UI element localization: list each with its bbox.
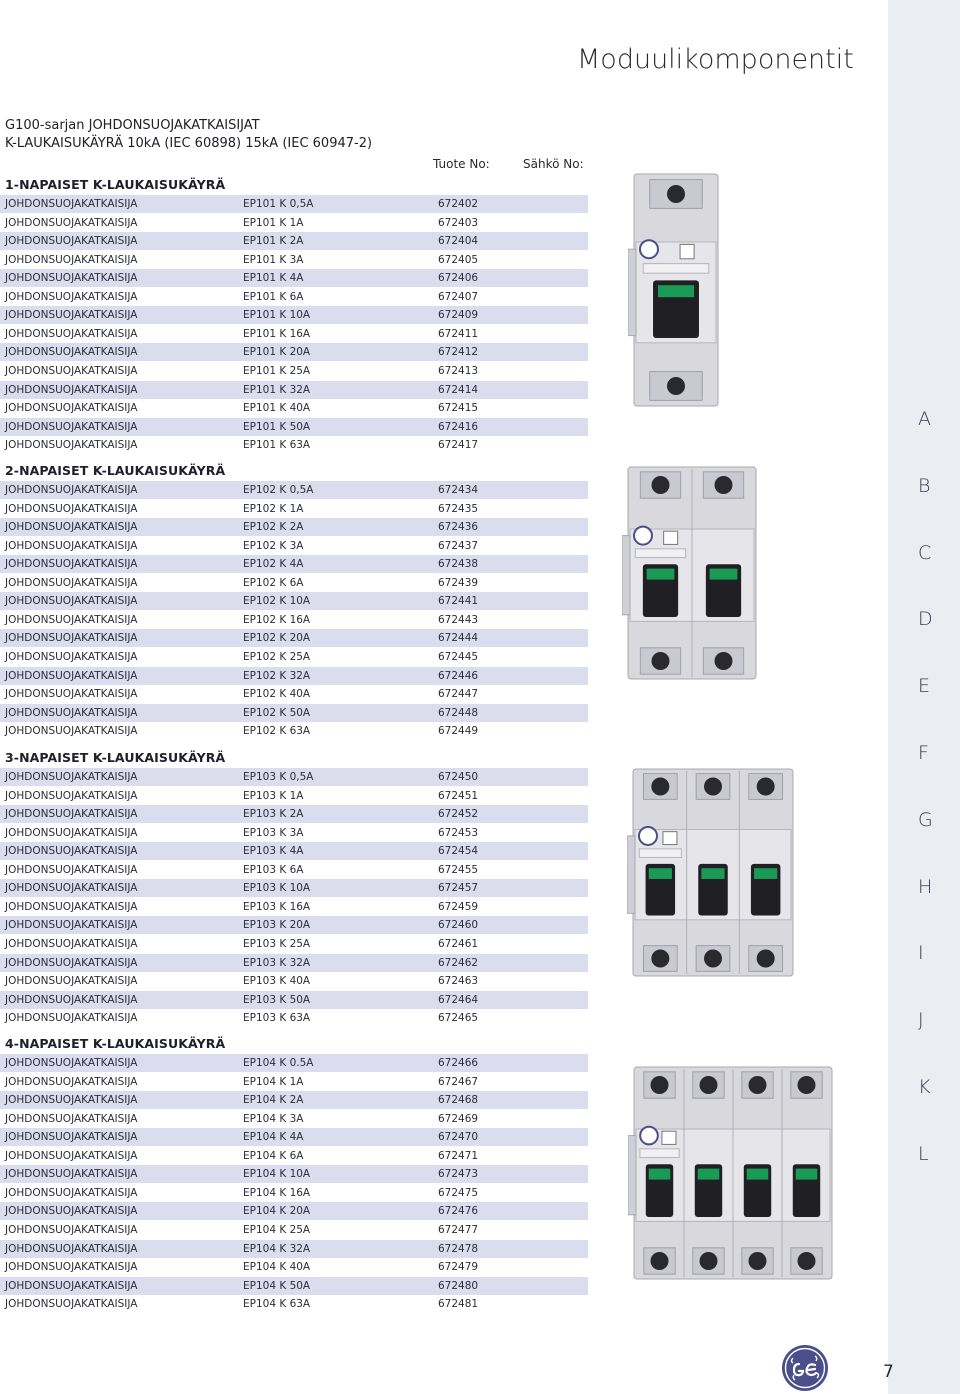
row-name: JOHDONSUOJAKATKAISIJA: [5, 327, 138, 340]
row-tuote-no: 672446: [438, 669, 479, 682]
row-tuote-no: 672467: [438, 1075, 479, 1088]
table-row: [0, 1221, 588, 1239]
row-name: JOHDONSUOJAKATKAISIJA: [5, 1224, 138, 1236]
row-code: EP101 K 20A: [243, 346, 311, 359]
table-row: [0, 306, 588, 324]
row-name: JOHDONSUOJAKATKAISIJA: [5, 1131, 138, 1144]
row-tuote-no: 672481: [438, 1298, 479, 1311]
row-name: JOHDONSUOJAKATKAISIJA: [5, 1205, 138, 1218]
row-tuote-no: 672413: [438, 365, 479, 377]
table-row: [0, 935, 588, 953]
row-name: JOHDONSUOJAKATKAISIJA: [5, 1075, 138, 1088]
row-name: JOHDONSUOJAKATKAISIJA: [5, 272, 138, 285]
circuit-breaker-icon: [627, 765, 799, 980]
row-name: JOHDONSUOJAKATKAISIJA: [5, 975, 138, 987]
table-row: [0, 269, 588, 287]
table-row: [0, 954, 588, 972]
row-code: EP104 K 50A: [243, 1279, 311, 1292]
table-row: [0, 1165, 588, 1183]
table-row: [0, 629, 588, 647]
row-name: JOHDONSUOJAKATKAISIJA: [5, 993, 138, 1006]
row-tuote-no: 672479: [438, 1261, 479, 1273]
row-code: EP104 K 16A: [243, 1186, 311, 1199]
row-name: JOHDONSUOJAKATKAISIJA: [5, 290, 138, 303]
index-letter[interactable]: E: [918, 675, 931, 698]
row-code: EP103 K 6A: [243, 863, 304, 876]
table-row: [0, 1091, 588, 1109]
table-row: [0, 325, 588, 343]
row-code: EP101 K 4A: [243, 272, 304, 285]
row-code: EP101 K 6A: [243, 290, 304, 303]
row-code: EP102 K 63A: [243, 725, 311, 738]
table-row: [0, 704, 588, 722]
row-name: JOHDONSUOJAKATKAISIJA: [5, 502, 138, 515]
row-tuote-no: 672477: [438, 1224, 479, 1236]
index-letter[interactable]: H: [918, 875, 933, 898]
row-name: JOHDONSUOJAKATKAISIJA: [5, 863, 138, 876]
row-tuote-no: 672411: [438, 327, 479, 340]
row-name: JOHDONSUOJAKATKAISIJA: [5, 826, 138, 839]
row-code: EP104 K 20A: [243, 1205, 311, 1218]
row-name: JOHDONSUOJAKATKAISIJA: [5, 882, 138, 895]
row-code: EP104 K 10A: [243, 1168, 311, 1181]
index-letter[interactable]: C: [918, 541, 932, 564]
row-tuote-no: 672453: [438, 826, 479, 839]
page-title: Moduulikomponentit: [577, 44, 854, 75]
table-row: [0, 1295, 588, 1313]
row-name: JOHDONSUOJAKATKAISIJA: [5, 309, 138, 322]
row-tuote-no: 672463: [438, 975, 479, 987]
row-name: JOHDONSUOJAKATKAISIJA: [5, 1094, 138, 1107]
section-title: 1-NAPAISET K-LAUKAISUKÄYRÄ: [5, 177, 226, 192]
row-tuote-no: 672466: [438, 1057, 479, 1069]
row-tuote-no: 672459: [438, 900, 479, 913]
row-code: EP104 K 2A: [243, 1094, 304, 1107]
table-row: [0, 214, 588, 232]
row-code: EP103 K 2A: [243, 808, 304, 821]
table-row: [0, 592, 588, 610]
row-name: JOHDONSUOJAKATKAISIJA: [5, 402, 138, 415]
index-letter[interactable]: G: [918, 808, 933, 831]
table-row: [0, 1073, 588, 1091]
row-name: JOHDONSUOJAKATKAISIJA: [5, 1112, 138, 1125]
table-row: [0, 481, 588, 499]
row-name: JOHDONSUOJAKATKAISIJA: [5, 346, 138, 359]
row-code: EP103 K 25A: [243, 938, 311, 950]
row-name: JOHDONSUOJAKATKAISIJA: [5, 1168, 138, 1181]
row-code: EP101 K 63A: [243, 439, 311, 452]
table-row: [0, 1258, 588, 1276]
row-code: EP103 K 10A: [243, 882, 311, 895]
row-code: EP102 K 6A: [243, 576, 304, 589]
table-row: [0, 1147, 588, 1165]
row-name: JOHDONSUOJAKATKAISIJA: [5, 216, 138, 229]
row-name: JOHDONSUOJAKATKAISIJA: [5, 1261, 138, 1273]
row-name: JOHDONSUOJAKATKAISIJA: [5, 1279, 138, 1292]
table-row: [0, 991, 588, 1009]
table-row: [0, 685, 588, 703]
row-name: JOHDONSUOJAKATKAISIJA: [5, 576, 138, 589]
row-tuote-no: 672455: [438, 863, 479, 876]
row-code: EP103 K 32A: [243, 956, 311, 969]
row-code: EP103 K 20A: [243, 919, 311, 932]
heading-line-2: K-LAUKAISUKÄYRÄ 10kA (IEC 60898) 15kA (IEC 60947-2): [5, 136, 373, 151]
page-number: 7: [883, 1362, 894, 1382]
row-tuote-no: 672460: [438, 919, 479, 932]
row-tuote-no: 672476: [438, 1205, 479, 1218]
table-row: [0, 1240, 588, 1258]
row-code: EP102 K 32A: [243, 669, 311, 682]
row-code: EP102 K 16A: [243, 613, 311, 626]
row-tuote-no: 672403: [438, 216, 479, 229]
table-row: [0, 1184, 588, 1202]
table-row: [0, 1202, 588, 1220]
row-code: EP102 K 4A: [243, 558, 304, 571]
table-row: [0, 232, 588, 250]
row-code: EP102 K 10A: [243, 595, 311, 608]
row-name: JOHDONSUOJAKATKAISIJA: [5, 420, 138, 433]
row-tuote-no: 672402: [438, 198, 479, 210]
row-name: JOHDONSUOJAKATKAISIJA: [5, 365, 138, 377]
row-name: JOHDONSUOJAKATKAISIJA: [5, 669, 138, 682]
row-code: EP102 K 50A: [243, 706, 311, 719]
row-tuote-no: 672444: [438, 632, 479, 645]
row-code: EP103 K 50A: [243, 993, 311, 1006]
row-code: EP102 K 25A: [243, 651, 311, 663]
table-row: [0, 879, 588, 897]
row-name: JOHDONSUOJAKATKAISIJA: [5, 439, 138, 452]
table-row: [0, 972, 588, 990]
row-name: JOHDONSUOJAKATKAISIJA: [5, 613, 138, 626]
row-name: JOHDONSUOJAKATKAISIJA: [5, 1012, 138, 1025]
table-row: [0, 574, 588, 592]
row-tuote-no: 672461: [438, 938, 479, 950]
table-row: [0, 381, 588, 399]
table-row: [0, 768, 588, 786]
row-code: EP103 K 0,5A: [243, 771, 314, 783]
section-title: 2-NAPAISET K-LAUKAISUKÄYRÄ: [5, 463, 226, 478]
row-code: EP101 K 40A: [243, 402, 311, 415]
table-row: [0, 648, 588, 666]
row-code: EP102 K 40A: [243, 688, 311, 700]
row-code: EP103 K 4A: [243, 845, 304, 858]
row-tuote-no: 672404: [438, 235, 479, 248]
column-header-sahko: Sähkö No:: [523, 157, 584, 171]
heading-line-1: G100-sarjan JOHDONSUOJAKATKAISIJAT: [5, 118, 260, 133]
row-code: EP104 K 40A: [243, 1261, 311, 1273]
row-tuote-no: 672414: [438, 383, 479, 396]
index-letter[interactable]: B: [918, 474, 931, 497]
table-row: [0, 436, 588, 454]
row-tuote-no: 672473: [438, 1168, 479, 1181]
circuit-breaker-icon: [622, 463, 762, 683]
row-tuote-no: 672417: [438, 439, 479, 452]
row-tuote-no: 672464: [438, 993, 479, 1006]
row-tuote-no: 672452: [438, 808, 479, 821]
row-tuote-no: 672406: [438, 272, 479, 285]
row-tuote-no: 672449: [438, 725, 479, 738]
row-code: EP101 K 50A: [243, 420, 311, 433]
table-row: [0, 537, 588, 555]
table-row: [0, 898, 588, 916]
row-code: EP101 K 0,5A: [243, 198, 314, 210]
row-tuote-no: 672434: [438, 484, 479, 496]
row-tuote-no: 672457: [438, 882, 479, 895]
row-code: EP101 K 32A: [243, 383, 311, 396]
row-tuote-no: 672470: [438, 1131, 479, 1144]
column-header-tuote: Tuote No:: [433, 157, 490, 171]
row-name: JOHDONSUOJAKATKAISIJA: [5, 484, 138, 496]
row-code: EP104 K 3A: [243, 1112, 304, 1125]
row-name: JOHDONSUOJAKATKAISIJA: [5, 956, 138, 969]
row-code: EP104 K 32A: [243, 1242, 311, 1255]
row-name: JOHDONSUOJAKATKAISIJA: [5, 919, 138, 932]
row-tuote-no: 672415: [438, 402, 479, 415]
row-name: JOHDONSUOJAKATKAISIJA: [5, 539, 138, 552]
table-row: [0, 842, 588, 860]
row-code: EP102 K 2A: [243, 521, 304, 534]
row-name: JOHDONSUOJAKATKAISIJA: [5, 558, 138, 571]
row-code: EP102 K 1A: [243, 502, 304, 515]
row-code: EP104 K 63A: [243, 1298, 311, 1311]
row-tuote-no: 672439: [438, 576, 479, 589]
index-letter[interactable]: J: [918, 1009, 924, 1032]
table-row: [0, 1054, 588, 1072]
table-row: [0, 824, 588, 842]
row-code: EP101 K 1A: [243, 216, 304, 229]
table-row: [0, 418, 588, 436]
table-row: [0, 805, 588, 823]
table-row: [0, 288, 588, 306]
table-row: [0, 1009, 588, 1027]
row-tuote-no: 672471: [438, 1149, 479, 1162]
row-name: JOHDONSUOJAKATKAISIJA: [5, 900, 138, 913]
row-name: JOHDONSUOJAKATKAISIJA: [5, 725, 138, 738]
row-tuote-no: 672480: [438, 1279, 479, 1292]
row-tuote-no: 672465: [438, 1012, 479, 1025]
index-letter[interactable]: K: [918, 1076, 931, 1098]
row-tuote-no: 672412: [438, 346, 479, 359]
row-code: EP102 K 3A: [243, 539, 304, 552]
table-row: [0, 343, 588, 361]
row-code: EP103 K 63A: [243, 1012, 311, 1025]
row-tuote-no: 672448: [438, 706, 479, 719]
table-row: [0, 861, 588, 879]
table-row: [0, 611, 588, 629]
section-title: 4-NAPAISET K-LAUKAISUKÄYRÄ: [5, 1036, 226, 1051]
index-letter[interactable]: L: [918, 1142, 929, 1165]
table-row: [0, 362, 588, 380]
row-code: EP101 K 2A: [243, 235, 304, 248]
section-title: 3-NAPAISET K-LAUKAISUKÄYRÄ: [5, 750, 226, 765]
row-tuote-no: 672438: [438, 558, 479, 571]
table-row: [0, 1110, 588, 1128]
table-row: [0, 1128, 588, 1146]
row-tuote-no: 672436: [438, 521, 479, 534]
table-row: [0, 195, 588, 213]
table-row: [0, 667, 588, 685]
index-letter[interactable]: A: [918, 408, 931, 430]
index-letter[interactable]: F: [918, 742, 929, 764]
row-tuote-no: 672478: [438, 1242, 479, 1255]
row-code: EP104 K 25A: [243, 1224, 311, 1236]
row-code: EP104 K 4A: [243, 1131, 304, 1144]
row-tuote-no: 672475: [438, 1186, 479, 1199]
row-name: JOHDONSUOJAKATKAISIJA: [5, 1298, 138, 1311]
row-code: EP104 K 6A: [243, 1149, 304, 1162]
row-tuote-no: 672409: [438, 309, 479, 322]
row-tuote-no: 672451: [438, 789, 479, 802]
row-code: EP103 K 3A: [243, 826, 304, 839]
row-code: EP101 K 25A: [243, 365, 311, 377]
row-name: JOHDONSUOJAKATKAISIJA: [5, 651, 138, 663]
row-name: JOHDONSUOJAKATKAISIJA: [5, 771, 138, 783]
row-tuote-no: 672469: [438, 1112, 479, 1125]
row-name: JOHDONSUOJAKATKAISIJA: [5, 1186, 138, 1199]
row-tuote-no: 672443: [438, 613, 479, 626]
index-letter[interactable]: D: [918, 608, 933, 631]
row-name: JOHDONSUOJAKATKAISIJA: [5, 845, 138, 858]
row-code: EP101 K 16A: [243, 327, 311, 340]
table-row: [0, 555, 588, 573]
circuit-breaker-icon: [628, 170, 724, 410]
row-name: JOHDONSUOJAKATKAISIJA: [5, 383, 138, 396]
row-code: EP102 K 20A: [243, 632, 311, 645]
row-tuote-no: 672450: [438, 771, 479, 783]
table-row: [0, 1277, 588, 1295]
row-name: JOHDONSUOJAKATKAISIJA: [5, 1057, 138, 1069]
row-name: JOHDONSUOJAKATKAISIJA: [5, 706, 138, 719]
table-row: [0, 722, 588, 740]
row-code: EP103 K 1A: [243, 789, 304, 802]
row-name: JOHDONSUOJAKATKAISIJA: [5, 938, 138, 950]
row-code: EP104 K 1A: [243, 1075, 304, 1088]
row-code: EP101 K 3A: [243, 253, 304, 266]
row-name: JOHDONSUOJAKATKAISIJA: [5, 688, 138, 700]
row-tuote-no: 672405: [438, 253, 479, 266]
table-row: [0, 399, 588, 417]
row-name: JOHDONSUOJAKATKAISIJA: [5, 789, 138, 802]
row-name: JOHDONSUOJAKATKAISIJA: [5, 521, 138, 534]
row-code: EP103 K 16A: [243, 900, 311, 913]
table-row: [0, 916, 588, 934]
row-tuote-no: 672468: [438, 1094, 479, 1107]
table-row: [0, 251, 588, 269]
ge-logo-icon: [781, 1344, 829, 1392]
row-code: EP103 K 40A: [243, 975, 311, 987]
row-tuote-no: 672445: [438, 651, 479, 663]
row-code: EP102 K 0,5A: [243, 484, 314, 496]
row-name: JOHDONSUOJAKATKAISIJA: [5, 595, 138, 608]
row-tuote-no: 672435: [438, 502, 479, 515]
table-row: [0, 500, 588, 518]
row-tuote-no: 672416: [438, 420, 479, 433]
row-name: JOHDONSUOJAKATKAISIJA: [5, 253, 138, 266]
row-code: EP104 K 0.5A: [243, 1057, 314, 1069]
row-tuote-no: 672441: [438, 595, 479, 608]
row-name: JOHDONSUOJAKATKAISIJA: [5, 808, 138, 821]
row-code: EP101 K 10A: [243, 309, 311, 322]
row-tuote-no: 672437: [438, 539, 479, 552]
row-name: JOHDONSUOJAKATKAISIJA: [5, 1149, 138, 1162]
row-tuote-no: 672454: [438, 845, 479, 858]
row-tuote-no: 672462: [438, 956, 479, 969]
index-letter[interactable]: I: [918, 942, 924, 965]
row-name: JOHDONSUOJAKATKAISIJA: [5, 235, 138, 248]
table-row: [0, 787, 588, 805]
circuit-breaker-icon: [628, 1063, 838, 1283]
row-name: JOHDONSUOJAKATKAISIJA: [5, 1242, 138, 1255]
row-tuote-no: 672447: [438, 688, 479, 700]
row-name: JOHDONSUOJAKATKAISIJA: [5, 632, 138, 645]
row-name: JOHDONSUOJAKATKAISIJA: [5, 198, 138, 210]
row-tuote-no: 672407: [438, 290, 479, 303]
table-row: [0, 518, 588, 536]
